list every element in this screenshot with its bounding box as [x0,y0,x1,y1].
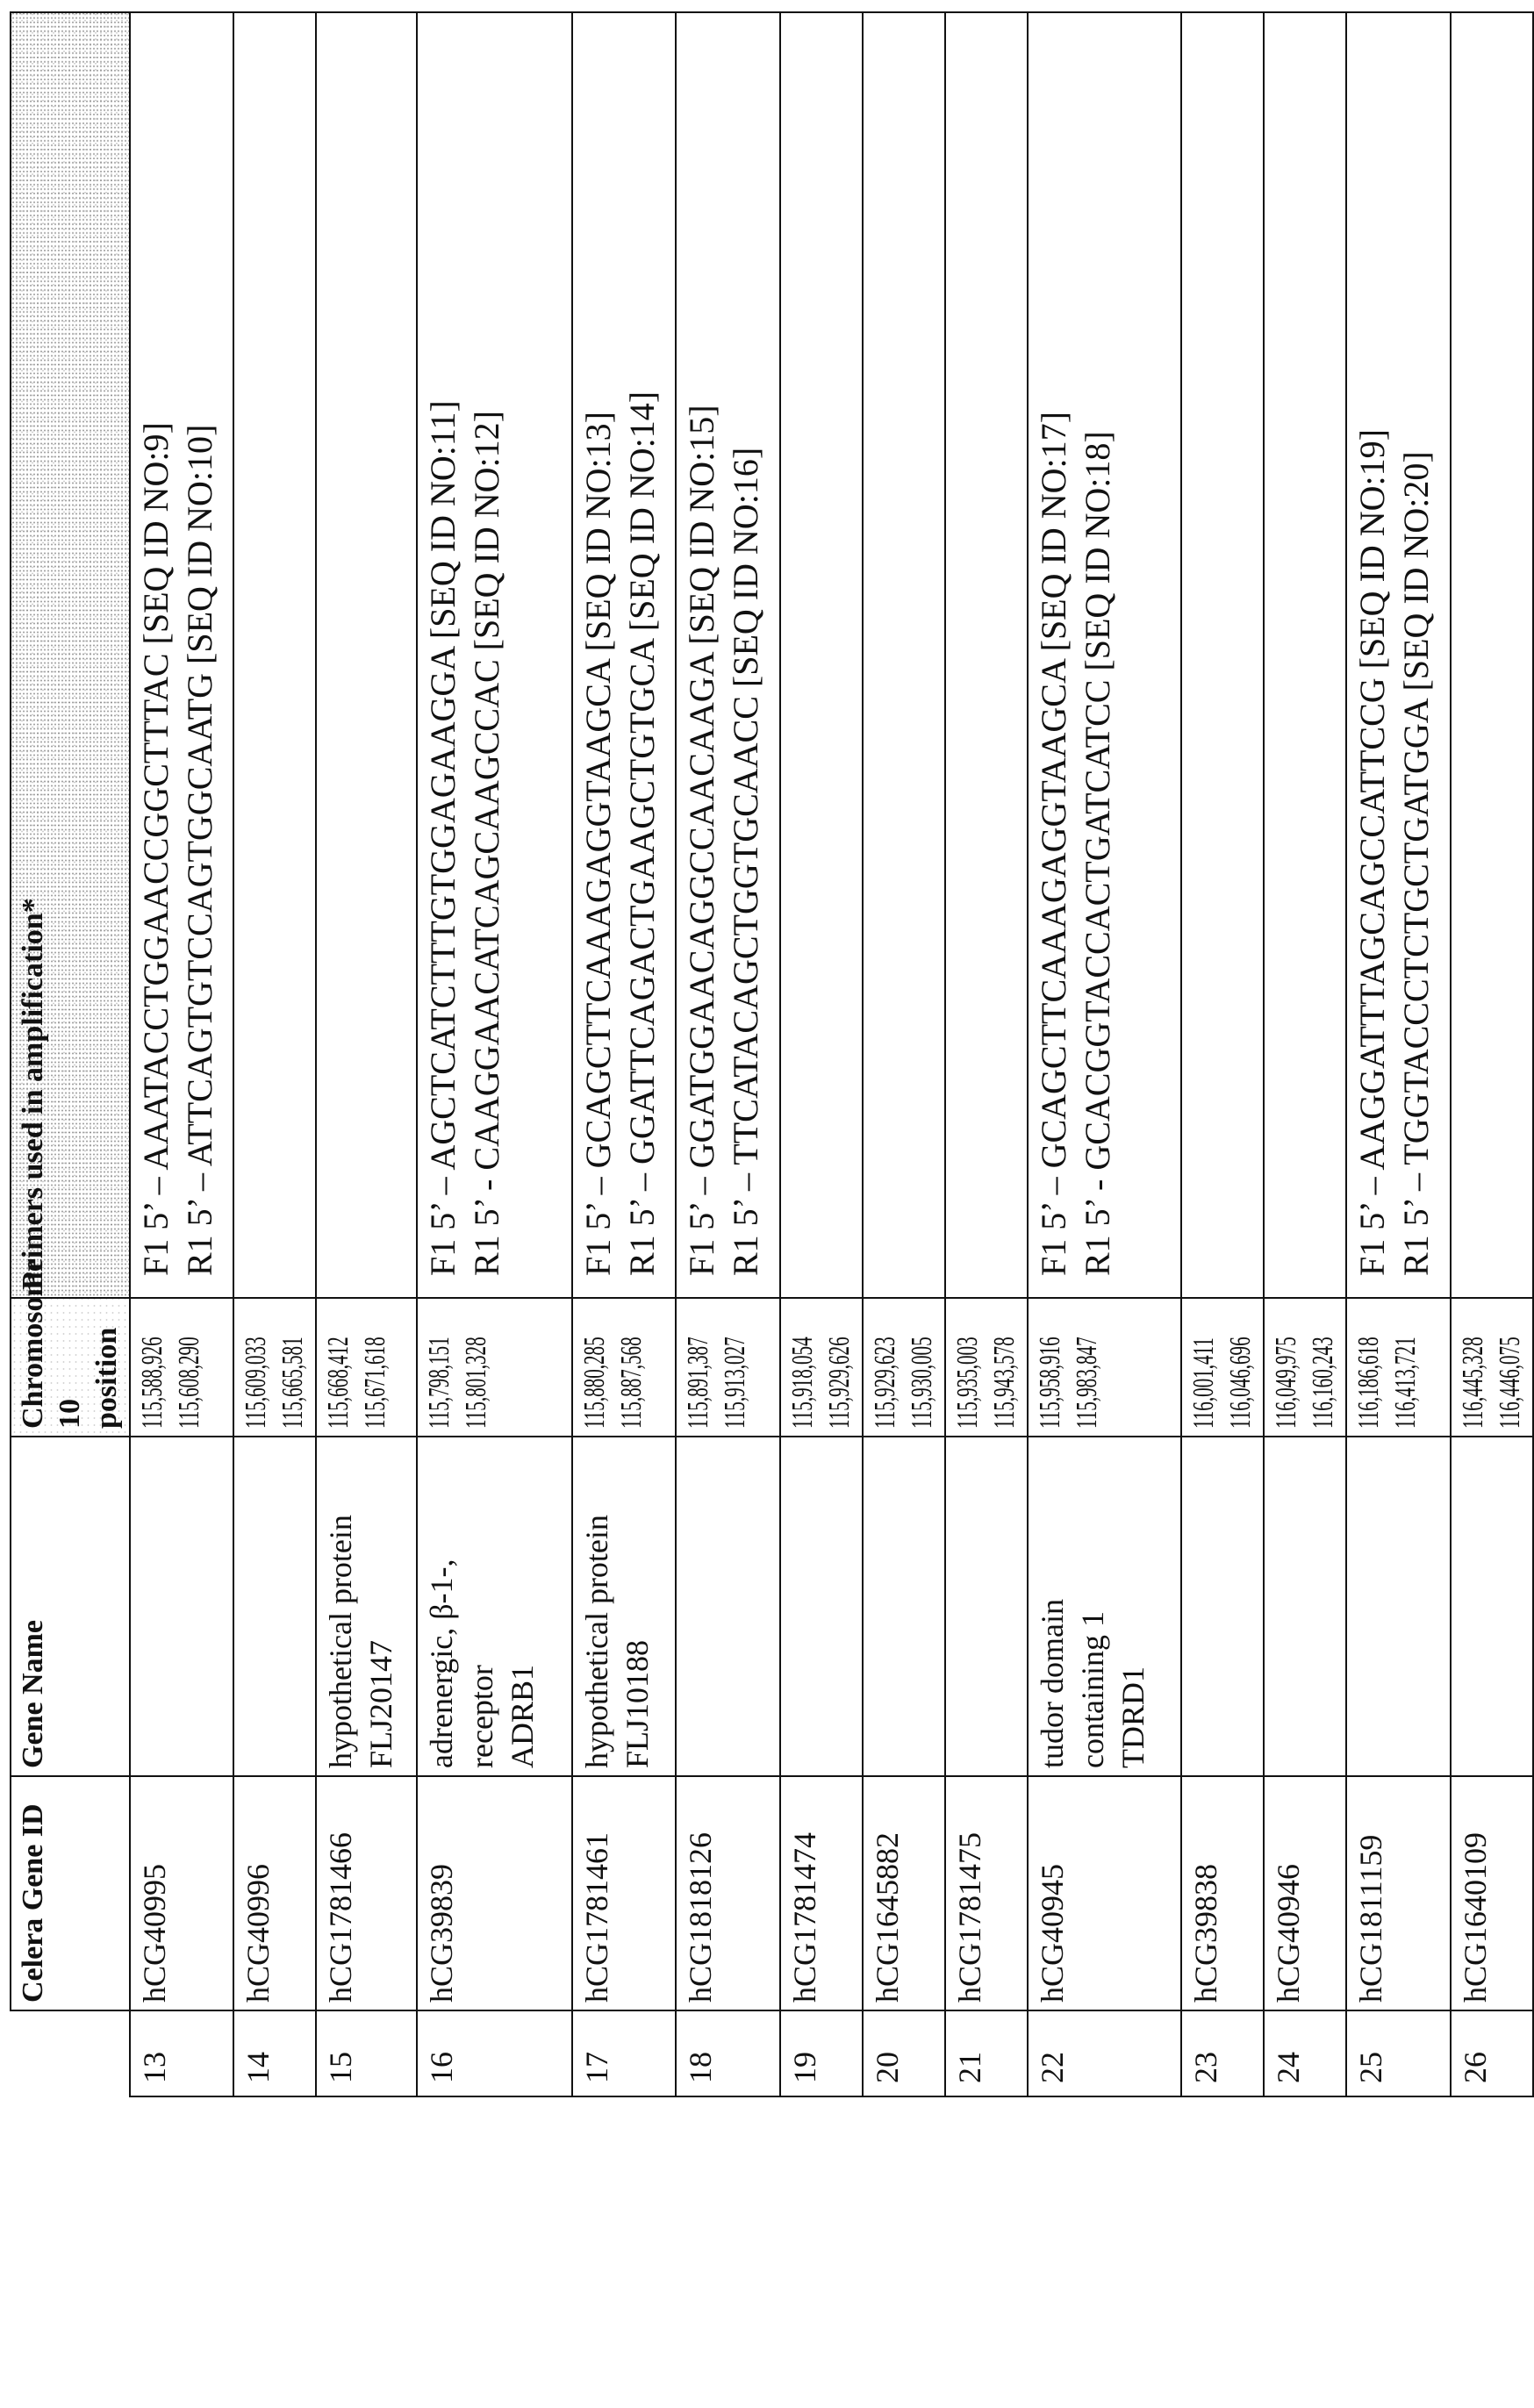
table-row [316,12,417,2096]
row-number: 13 [130,2010,233,2096]
primers [1264,12,1346,1298]
header-gene-id: Celera Gene ID [11,1776,130,2010]
reverse-primer: R1 5’ – ATTCAGTGTCCAGTGGCAATG [SEQ ID NO:10] [178,20,222,1276]
gene-name [780,1437,863,1776]
header-gene-name: Gene Name [11,1437,130,1776]
row-number: 18 [676,2010,780,2096]
row-number: 26 [1451,2010,1533,2096]
celera-gene-id: hCG40946 [1264,1776,1346,2010]
primers [1028,12,1181,1298]
position-start: 115,588,926 [134,1352,171,1429]
forward-primer: F1 5’ – AAATACCTGGAACCGGCTTTAC [SEQ ID NO:9] [134,20,178,1276]
primers [780,12,863,1298]
gene-name [863,1437,945,1776]
reverse-primer: R1 5’ – TTCATACAGCTGGTGCAACC [SEQ ID NO:16] [724,20,768,1276]
reverse-primer: R1 5’ - CAAGGAACATCAGCAAGCCAC [SEQ ID NO:12] [465,20,509,1276]
position-start: 116,186,618 [1351,1352,1387,1429]
celera-gene-id: hCG1781475 [945,1776,1028,2010]
gene-name: adrenergic, β-1-, receptor ADRB1 [417,1437,572,1776]
position-end: 115,930,005 [904,1352,941,1429]
gene-primer-table [10,11,1534,2097]
position-start: 115,798,151 [421,1352,458,1429]
header-number [11,2010,130,2096]
position-start: 115,958,916 [1032,1352,1069,1429]
position-end: 116,160,243 [1305,1352,1342,1429]
position-end: 115,671,618 [357,1352,394,1429]
celera-gene-id: hCG1811159 [1346,1776,1451,2010]
chromosome-position [863,1298,945,1437]
gene-name: tudor domain containing 1 TDRD1 [1028,1437,1181,1776]
gene-name: hypothetical protein FLJ10188 [572,1437,676,1776]
celera-gene-id: hCG39838 [1181,1776,1264,2010]
position-start: 116,445,328 [1455,1352,1492,1429]
chromosome-position [1181,1298,1264,1437]
position-end: 115,929,626 [821,1352,858,1429]
chromosome-position [676,1298,780,1437]
table-row [676,12,780,2096]
forward-primer: F1 5’ – GCAGCTTCAAAGAGGTAAGCA [SEQ ID NO:17] [1032,20,1076,1276]
celera-gene-id: hCG1640109 [1451,1776,1533,2010]
table-row [417,12,572,2096]
celera-gene-id: hCG1781466 [316,1776,417,2010]
header-primers: Primers used in amplification* [11,12,130,1298]
gene-name [945,1437,1028,1776]
position-end: 116,413,721 [1387,1352,1424,1429]
gene-name [1181,1437,1264,1776]
table-row [1451,12,1533,2096]
position-end: 115,665,581 [275,1352,312,1429]
gene-name [676,1437,780,1776]
primers [945,12,1028,1298]
gene-name [130,1437,233,1776]
celera-gene-id: hCG1645882 [863,1776,945,2010]
row-number: 17 [572,2010,676,2096]
table-row [1346,12,1451,2096]
header-chromosome-position [11,1298,130,1437]
position-start: 115,891,387 [680,1352,717,1429]
chromosome-position [572,1298,676,1437]
table-row [863,12,945,2096]
primers [233,12,316,1298]
forward-primer: F1 5’ – AGCTCATCTTTGTGGAGAAGGA [SEQ ID NO:11] [421,20,465,1276]
chromosome-position [1028,1298,1181,1437]
gene-name [233,1437,316,1776]
position-start: 115,918,054 [785,1352,821,1429]
position-end: 116,046,696 [1222,1352,1259,1429]
primers [1346,12,1451,1298]
position-end: 116,446,075 [1492,1352,1529,1429]
row-number: 22 [1028,2010,1181,2096]
primers [130,12,233,1298]
gene-name [1346,1437,1451,1776]
table-row [233,12,316,2096]
celera-gene-id: hCG39839 [417,1776,572,2010]
celera-gene-id: hCG40996 [233,1776,316,2010]
primers [863,12,945,1298]
row-number: 21 [945,2010,1028,2096]
chromosome-position [316,1298,417,1437]
celera-gene-id: hCG1818126 [676,1776,780,2010]
position-end: 115,801,328 [458,1352,495,1429]
position-end: 115,943,578 [986,1352,1023,1429]
position-start: 116,001,411 [1186,1352,1222,1429]
primers [572,12,676,1298]
primers [1451,12,1533,1298]
row-number: 15 [316,2010,417,2096]
position-start: 115,609,033 [238,1352,275,1429]
chromosome-position [417,1298,572,1437]
celera-gene-id: hCG40945 [1028,1776,1181,2010]
celera-gene-id: hCG1781461 [572,1776,676,2010]
row-number: 23 [1181,2010,1264,2096]
chromosome-position [1451,1298,1533,1437]
header-chromosome-line2: 10 position [52,1306,125,1429]
chromosome-position [233,1298,316,1437]
position-start: 115,935,003 [950,1352,986,1429]
position-end: 115,608,290 [171,1352,208,1429]
table-row [130,12,233,2096]
row-number: 20 [863,2010,945,2096]
position-start: 116,049,975 [1268,1352,1305,1429]
primers [1181,12,1264,1298]
forward-primer: F1 5’ – GGATGGAACAGGCCAACAAGA [SEQ ID NO:15] [680,20,724,1276]
reverse-primer: R1 5’ – GGATTCAGACTGAAGCTGTGCA [SEQ ID NO:14] [620,20,664,1276]
chromosome-position [130,1298,233,1437]
position-start: 115,668,412 [320,1352,357,1429]
reverse-primer: R1 5’ - GCACGGTACCACTGATCATCC [SEQ ID NO:18] [1076,20,1120,1276]
chromosome-position [945,1298,1028,1437]
table-row [572,12,676,2096]
chromosome-position [1346,1298,1451,1437]
row-number: 16 [417,2010,572,2096]
position-end: 115,887,568 [613,1352,650,1429]
row-number: 19 [780,2010,863,2096]
chromosome-position [1264,1298,1346,1437]
gene-name [1264,1437,1346,1776]
table-row [1181,12,1264,2096]
primers [316,12,417,1298]
rotated-table-page [10,13,1494,2097]
gene-name [1451,1437,1533,1776]
position-start: 115,880,285 [577,1352,613,1429]
row-number: 25 [1346,2010,1451,2096]
row-number: 24 [1264,2010,1346,2096]
celera-gene-id: hCG1781474 [780,1776,863,2010]
forward-primer: F1 5’ – AAGGATTTAGCAGCCATTCCG [SEQ ID NO:19] [1351,20,1394,1276]
reverse-primer: R1 5’ – TGGTACCCTCTGCTGATGGA [SEQ ID NO:20] [1394,20,1438,1276]
gene-name: hypothetical protein FLJ20147 [316,1437,417,1776]
primers [417,12,572,1298]
forward-primer: F1 5’ – GCAGCTTCAAAGAGGTAAGCA [SEQ ID NO:13] [577,20,620,1276]
row-number: 14 [233,2010,316,2096]
position-start: 115,929,623 [867,1352,904,1429]
chromosome-position [780,1298,863,1437]
primers [676,12,780,1298]
position-end: 115,983,847 [1069,1352,1106,1429]
table-header-row [11,12,130,2096]
table-row [1264,12,1346,2096]
celera-gene-id: hCG40995 [130,1776,233,2010]
table-row [780,12,863,2096]
position-end: 115,913,027 [717,1352,754,1429]
table-row [945,12,1028,2096]
table-row [1028,12,1181,2096]
header-chromosome-line1: Chromosome [15,1306,52,1429]
